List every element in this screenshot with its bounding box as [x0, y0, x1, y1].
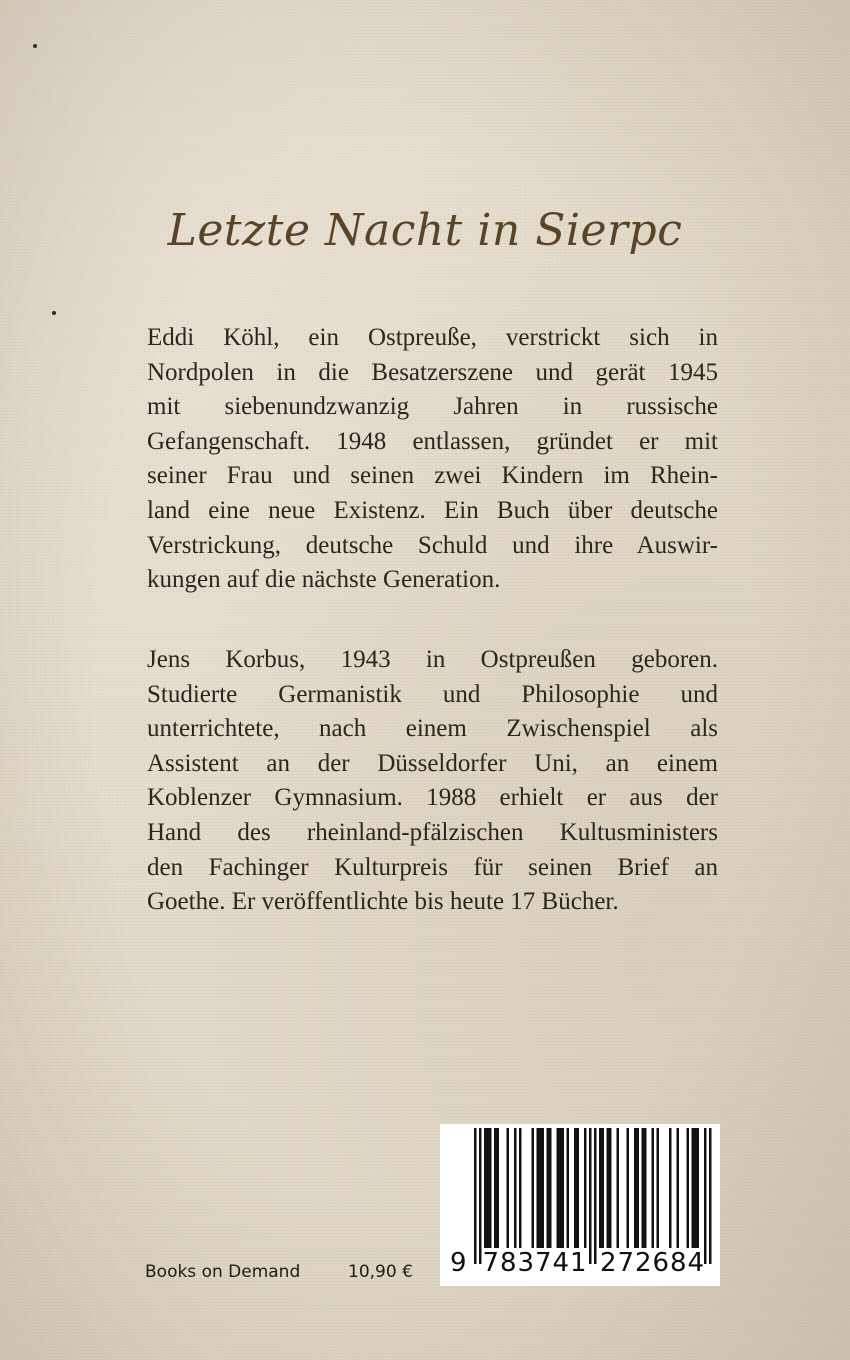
blurb-line: Eddi Köhl, ein Ostpreuße, verstrickt sich in	[147, 324, 718, 351]
blurb-line: land eine neue Existenz. Ein Buch über deutsche	[147, 496, 718, 524]
barcode-bar	[489, 1128, 492, 1248]
blurb-line: Nordpolen in die Besatzerszene und gerät 1945	[147, 358, 718, 386]
blurb-line: kungen auf die nächste Generation.	[147, 566, 501, 594]
barcode-bar	[634, 1128, 637, 1248]
author-bio-line: Goethe. Er veröffentlichte bis heute 17 Bücher.	[147, 888, 619, 916]
book-title: Letzte Nacht in Sierpc	[167, 205, 683, 256]
barcode-bar	[549, 1128, 552, 1248]
barcode-bar	[562, 1128, 565, 1248]
isbn-barcode	[440, 1124, 720, 1286]
barcode-bar	[577, 1128, 580, 1248]
barcode-bar	[694, 1128, 697, 1248]
author-bio-line: den Fachinger Kulturpreis für seinen Brief an	[147, 853, 718, 881]
barcode-bar	[479, 1128, 482, 1264]
barcode-bar	[542, 1128, 545, 1248]
barcode-bar	[609, 1128, 612, 1248]
barcode-bar	[474, 1128, 477, 1264]
barcode-bar	[589, 1128, 592, 1264]
barcode-bar	[559, 1128, 562, 1248]
barcode-bar	[697, 1128, 700, 1248]
isbn-digit: 8	[670, 1248, 687, 1278]
barcode-bar	[484, 1128, 487, 1248]
author-bio-paragraph	[147, 643, 718, 920]
barcode-bar	[557, 1128, 560, 1248]
blurb-line: Verstrickung, deutsche Schuld und ihre Auswir-	[147, 531, 718, 559]
barcode-bar	[599, 1128, 602, 1248]
barcode-bar	[677, 1128, 680, 1248]
barcode-bar	[692, 1128, 695, 1248]
barcode-bar	[494, 1128, 497, 1248]
barcode-bar	[642, 1128, 645, 1248]
author-bio-line: Hand des rheinland-pfälzischen Kultusministers	[147, 818, 718, 846]
barcode-bar	[497, 1128, 500, 1248]
isbn-digit: 4	[687, 1248, 705, 1278]
publisher-name: Books on Demand	[145, 1262, 301, 1282]
isbn-digit: 8	[500, 1248, 517, 1278]
isbn-digit: 7	[482, 1248, 500, 1278]
blurb-line: mit siebenundzwanzig Jahren in russische	[147, 393, 718, 421]
isbn-digit: 2	[600, 1248, 617, 1278]
barcode-bar	[657, 1128, 660, 1248]
paper-speck	[33, 44, 37, 48]
barcode-bar	[514, 1128, 517, 1248]
barcode-bar	[487, 1128, 490, 1248]
barcode-bar	[532, 1128, 535, 1248]
barcode-bar	[607, 1128, 610, 1248]
isbn-digit: 7	[617, 1248, 635, 1278]
barcode-bar	[617, 1128, 620, 1248]
isbn-digit: 4	[552, 1248, 570, 1278]
barcode-bar	[652, 1128, 655, 1248]
price-label: 10,90 €	[348, 1262, 413, 1282]
author-bio-line: Koblenzer Gymnasium. 1988 erhielt er aus der	[147, 784, 718, 812]
barcode-bar	[567, 1128, 570, 1248]
isbn-digit: 9	[450, 1248, 467, 1278]
barcode-bar	[594, 1128, 597, 1264]
isbn-digit: 2	[635, 1248, 652, 1278]
barcode-bar	[644, 1128, 647, 1248]
barcode-bar	[602, 1128, 605, 1248]
barcode-bar	[519, 1128, 522, 1248]
author-bio-line: Studierte Germanistik und Philosophie und	[147, 680, 718, 708]
author-bio-line: Jens Korbus, 1943 in Ostpreußen geboren.	[147, 646, 718, 673]
paper-speck	[52, 311, 56, 315]
barcode-bar	[537, 1128, 540, 1248]
blurb-line: seiner Frau und seinen zwei Kindern im Rhein-	[147, 462, 718, 490]
barcode-bar	[584, 1128, 587, 1248]
barcode-bar	[547, 1128, 550, 1248]
barcode-bar	[637, 1128, 640, 1248]
author-bio-line: unterrichtete, nach einem Zwischenspiel als	[147, 715, 718, 743]
barcode-bar	[704, 1128, 707, 1264]
blurb-line: Gefangenschaft. 1948 entlassen, gründet er mit	[147, 427, 718, 455]
isbn-digit: 6	[652, 1248, 670, 1278]
isbn-digit: 1	[570, 1248, 587, 1278]
barcode-bar	[539, 1128, 542, 1248]
isbn-digit: 7	[535, 1248, 552, 1278]
isbn-digit: 3	[517, 1248, 535, 1278]
author-bio-line: Assistent an der Düsseldorfer Uni, an einem	[147, 749, 718, 777]
barcode-bar	[669, 1128, 672, 1248]
barcode-bar	[627, 1128, 630, 1248]
barcode-bar	[574, 1128, 577, 1248]
barcode-bar	[507, 1128, 510, 1248]
barcode-bar	[687, 1128, 690, 1248]
barcode-bar	[709, 1128, 712, 1264]
blurb-paragraph	[147, 321, 718, 598]
